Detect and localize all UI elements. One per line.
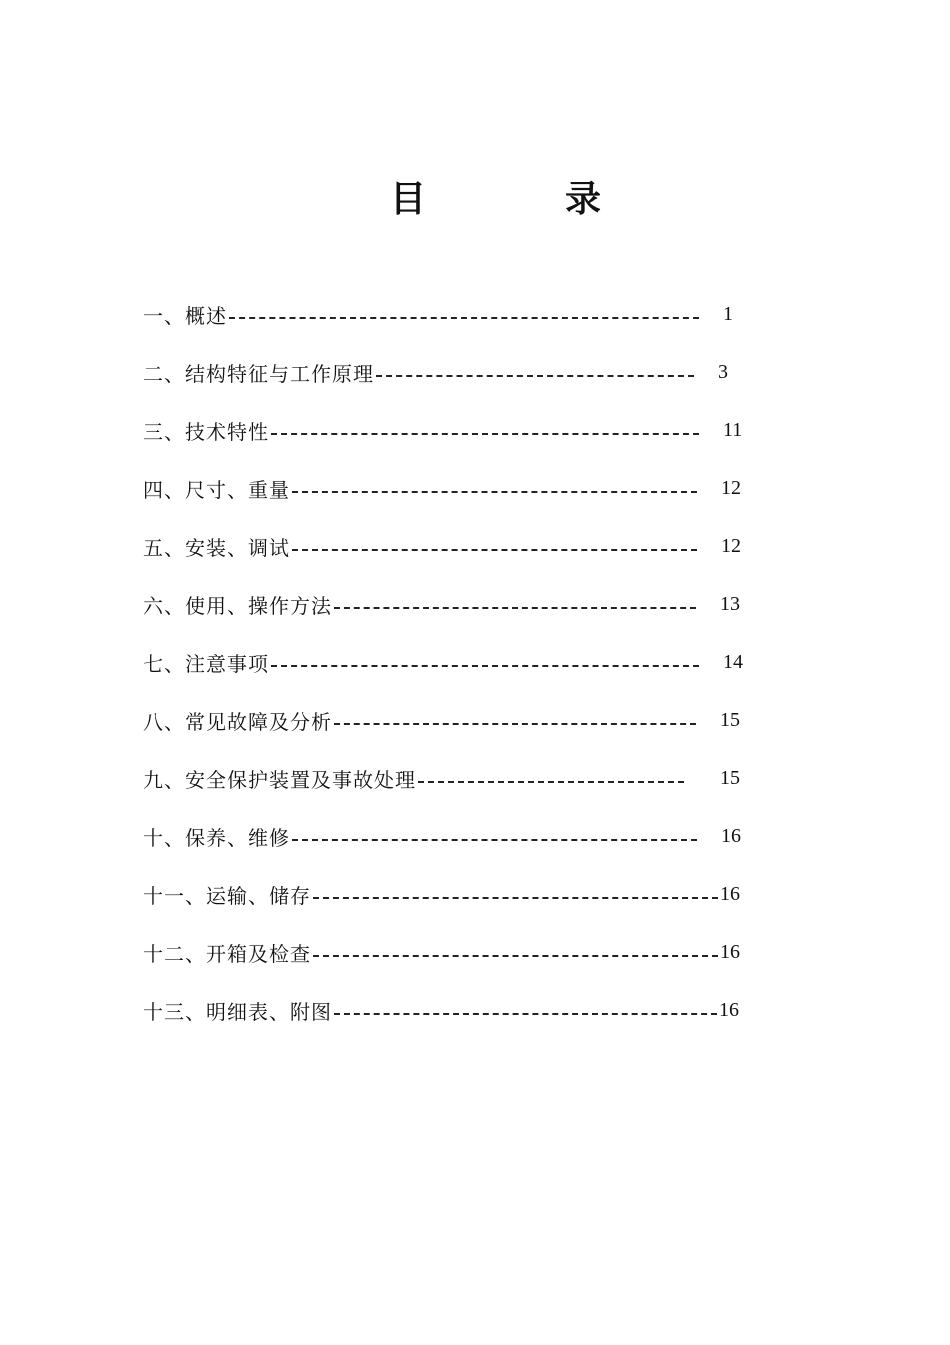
dot-leader <box>334 721 696 725</box>
toc-entry-label: 三、技术特性 <box>143 419 269 444</box>
toc-entry-page: 1 <box>723 302 733 325</box>
toc-entry-1[interactable] <box>143 285 783 343</box>
toc-entry-2[interactable] <box>143 343 783 401</box>
toc-entry-label: 五、安装、调试 <box>143 535 290 560</box>
page-title <box>0 172 950 232</box>
toc-entry-label: 九、安全保护装置及事故处理 <box>143 767 416 792</box>
title-char-2: 录 <box>565 179 602 220</box>
dot-leader <box>334 605 696 609</box>
toc-entry-11[interactable] <box>143 865 783 923</box>
toc-entry-page: 14 <box>723 650 743 673</box>
toc-entry-page: 11 <box>723 418 743 441</box>
toc-entry-5[interactable] <box>143 517 783 575</box>
toc-entry-9[interactable] <box>143 749 783 807</box>
toc-entry-3[interactable] <box>143 401 783 459</box>
toc-entry-label: 十三、明细表、附图 <box>143 999 332 1024</box>
toc-entry-12[interactable] <box>143 923 783 981</box>
toc-entry-page: 12 <box>721 476 741 499</box>
toc-entry-4[interactable] <box>143 459 783 517</box>
toc-entry-8[interactable] <box>143 691 783 749</box>
toc-entry-label: 十二、开箱及检查 <box>143 941 311 966</box>
toc-entry-page: 12 <box>721 534 741 557</box>
toc-entry-page: 15 <box>720 766 740 789</box>
toc-entry-label: 四、尺寸、重量 <box>143 477 290 502</box>
dot-leader <box>334 1011 717 1015</box>
table-of-contents <box>143 285 783 1039</box>
dot-leader <box>418 779 684 783</box>
title-char-1: 目 <box>390 179 427 220</box>
dot-leader <box>271 663 699 667</box>
toc-entry-page: 16 <box>720 940 740 963</box>
dot-leader <box>271 431 699 435</box>
toc-entry-page: 3 <box>718 360 728 383</box>
toc-entry-page: 16 <box>720 882 740 905</box>
dot-leader <box>292 547 697 551</box>
toc-entry-page: 16 <box>721 824 741 847</box>
toc-entry-label: 十一、运输、储存 <box>143 883 311 908</box>
toc-entry-7[interactable] <box>143 633 783 691</box>
dot-leader <box>292 489 697 493</box>
toc-entry-6[interactable] <box>143 575 783 633</box>
toc-entry-page: 13 <box>720 592 740 615</box>
toc-entry-10[interactable] <box>143 807 783 865</box>
toc-entry-page: 15 <box>720 708 740 731</box>
dot-leader <box>376 373 694 377</box>
dot-leader <box>313 953 718 957</box>
toc-entry-label: 八、常见故障及分析 <box>143 709 332 734</box>
toc-entry-label: 六、使用、操作方法 <box>143 593 332 618</box>
dot-leader <box>313 895 718 899</box>
toc-entry-label: 一、概述 <box>143 303 227 328</box>
toc-entry-13[interactable] <box>143 981 783 1039</box>
dot-leader <box>229 315 699 319</box>
toc-entry-label: 二、结构特征与工作原理 <box>143 361 374 386</box>
toc-entry-page: 16 <box>719 998 739 1021</box>
dot-leader <box>292 837 697 841</box>
toc-entry-label: 十、保养、维修 <box>143 825 290 850</box>
toc-entry-label: 七、注意事项 <box>143 651 269 676</box>
